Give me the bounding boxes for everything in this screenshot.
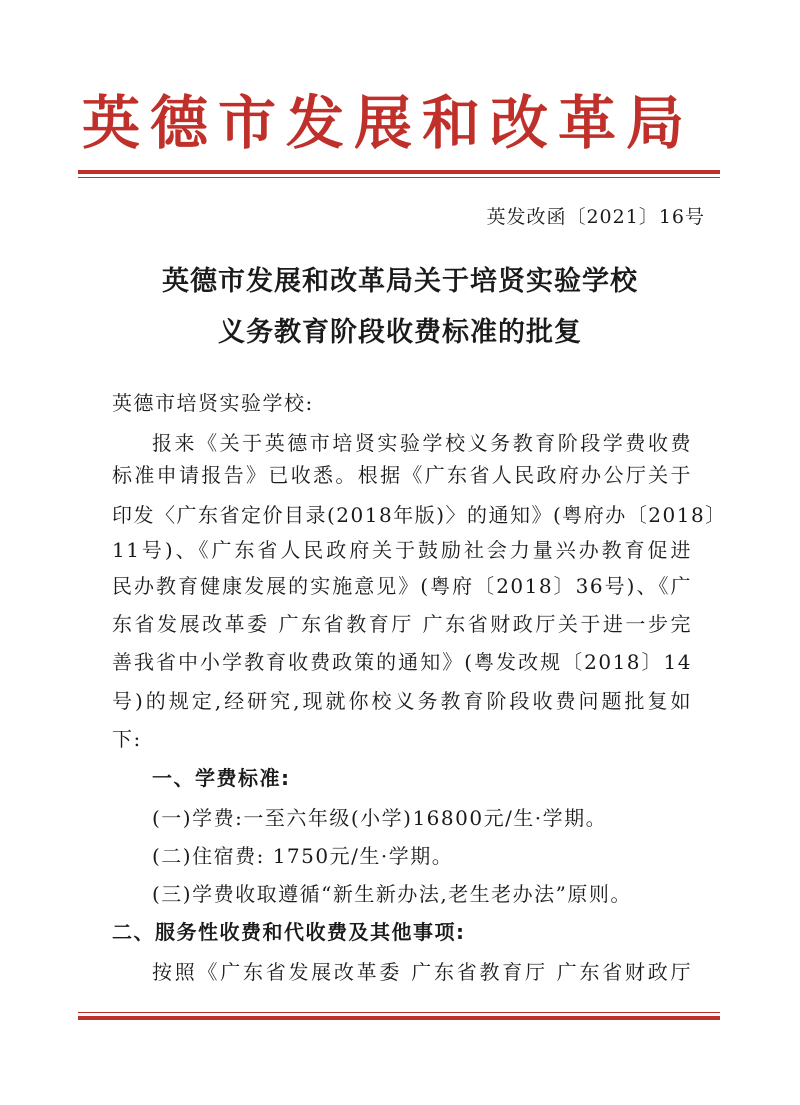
fee-item: (二)住宿费: 1750元/生·学期。 [152,844,454,868]
paragraph-line: 报来《关于英德市培贤实验学校义务教育阶段学费收费 [152,431,692,455]
addressee: 英德市培贤实验学校: [112,391,314,415]
fee-item: (三)学费收取遵循“新生新办法,老生老办法”原则。 [152,882,632,906]
document-number: 英发改函〔2021〕16号 [486,206,705,228]
paragraph-line: 下: [112,727,142,751]
paragraph-line: 11号)、《广东省人民政府关于鼓励社会力量兴办教育促进 [112,538,692,562]
section-heading-services: 二、服务性收费和代收费及其他事项: [112,920,466,944]
paragraph-line: 按照《广东省发展改革委 广东省教育厅 广东省财政厅 [152,960,692,984]
fee-item: (一)学费:一至六年级(小学)16800元/生·学期。 [152,806,608,830]
agency-name: 英德市发展和改革局 [82,89,695,157]
paragraph-line: 号)的规定,经研究,现就你校义务教育阶段收费问题批复如 [112,689,692,713]
section-heading-fees: 一、学费标准: [152,766,291,790]
paragraph-line: 标准申请报告》已收悉。根据《广东省人民政府办公厅关于 [112,463,692,487]
footer-rule-thin [78,1012,720,1013]
footer-rule-thick [78,1016,720,1020]
document-title-line-2: 义务教育阶段收费标准的批复 [218,317,582,348]
paragraph-line: 善我省中小学教育收费政策的通知》(粤发改规〔2018〕14 [112,650,692,674]
paragraph-line: 印发〈广东省定价目录(2018年版)〉的通知》(粤府办〔2018〕 [112,503,727,527]
header-rule-thin [78,177,720,178]
paragraph-line: 东省发展改革委 广东省教育厅 广东省财政厅关于进一步完 [112,612,692,636]
document-title-line-1: 英德市发展和改革局关于培贤实验学校 [162,266,638,297]
header-rule-thick [78,170,720,174]
paragraph-line: 民办教育健康发展的实施意见》(粤府〔2018〕36号)、《广 [112,574,692,598]
